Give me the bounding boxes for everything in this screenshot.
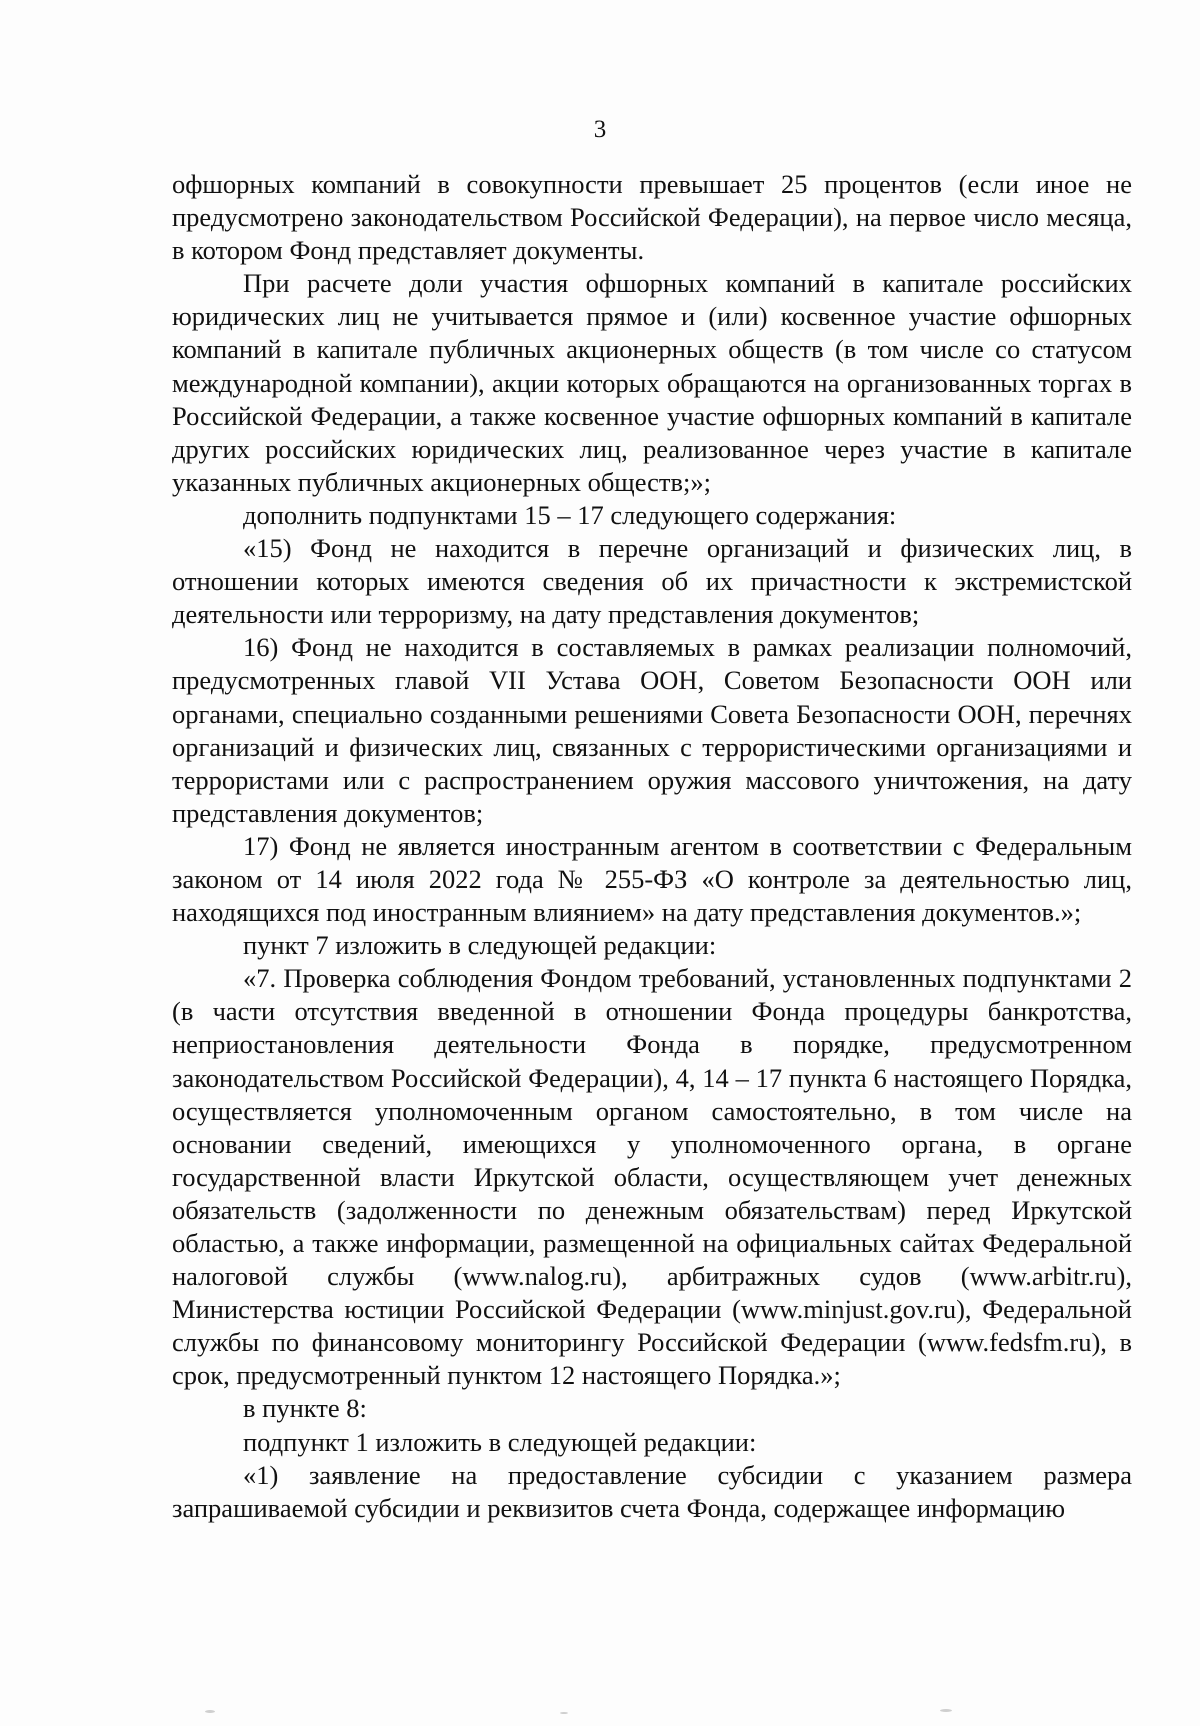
- scan-artifact: [560, 1712, 568, 1714]
- scan-artifact: [940, 1709, 952, 1712]
- paragraph-item-8-intro: в пункте 8:: [243, 1393, 367, 1424]
- paragraph-subitem-1-text: «1) заявление на предоставление субсидии с указанием размера запрашиваемой субсидии и реквизитов счета Фонда, содержащее информацию: [172, 1459, 1132, 1523]
- scan-artifact: [205, 1710, 215, 1713]
- paragraph-offshore-share-continuation: офшорных компаний в совокупности превышает 25 процентов (если иное не предусмотрено законодательством Российской Федерации), на первое число месяца, в котором Фонд представляет документы.: [172, 169, 1132, 266]
- paragraph-offshore-share-calculation: При расчете доли участия офшорных компаний в капитале российских юридических лиц не учитывается прямое и (или) косвенное участие офшорных компаний в капитале публичных акционерных обществ (в том числе со статусом международной компании), акции которых обращаются на организованных торгах в Российской Федерации, а также косвенное участие офшорных компаний в капитале других российских юридических лиц, реализованное через участие в капитале указанных публичных акционерных обществ;»;: [172, 268, 1132, 497]
- paragraph-subitem-1-intro: подпункт 1 изложить в следующей редакции:: [243, 1426, 757, 1457]
- paragraph-subitem-17: 17) Фонд не является иностранным агентом в соответствии с Федеральным законом от 14 июля 2022 года № 255-ФЗ «О контроле за деятельностью лиц, находящихся под иностранным влиянием» на дату представления документов.»;: [172, 830, 1132, 928]
- paragraph-add-subitems: дополнить подпунктами 15 – 17 следующего содержания:: [243, 499, 897, 530]
- document-body: [172, 168, 1132, 1525]
- paragraph-subitem-16: 16) Фонд не находится в составляемых в рамках реализации полномочий, предусмотренных главой VII Устава ООН, Советом Безопасности ООН или органами, специально созданными решениями Совета Безопасности ООН, перечнях организаций и физических лиц, связанных с террористическими организациями и террористами или с распространением оружия массового уничтожения, на дату представления документов;: [172, 632, 1132, 828]
- paragraph-item-7-text: «7. Проверка соблюдения Фондом требований, установленных подпунктами 2 (в части отсутствия введенной в отношении Фонда процедуры банкротства, неприостановления деятельности Фонда в порядке, предусмотренном законодательством Российской Федерации), 4, 14 – 17 пункта 6 настоящего Порядка, осуществляется уполномоченным органом самостоятельно, в том числе на основании сведений, имеющихся у уполномоченного органа, в органе государственной власти Иркутской области, осуществляющем учет денежных обязательств (задолженности по денежным обязательствам) перед Иркутской областью, а также информации, размещенной на официальных сайтах Федеральной налоговой службы (www.nalog.ru), арбитражных судов (www.arbitr.ru), Министерства юстиции Российской Федерации (www.minjust.gov.ru), Федеральной службы по финансовому мониторингу Российской Федерации (www.fedsfm.ru), в срок, предусмотренный пунктом 12 настоящего Порядка.»;: [172, 963, 1132, 1391]
- paragraph-subitem-15: «15) Фонд не находится в перечне организаций и физических лиц, в отношении которых имеются сведения об их причастности к экстремистской деятельности или терроризму, на дату представления документов;: [172, 533, 1132, 630]
- page-number: 3: [593, 116, 607, 143]
- paragraph-item-7-intro: пункт 7 изложить в следующей редакции:: [243, 930, 717, 961]
